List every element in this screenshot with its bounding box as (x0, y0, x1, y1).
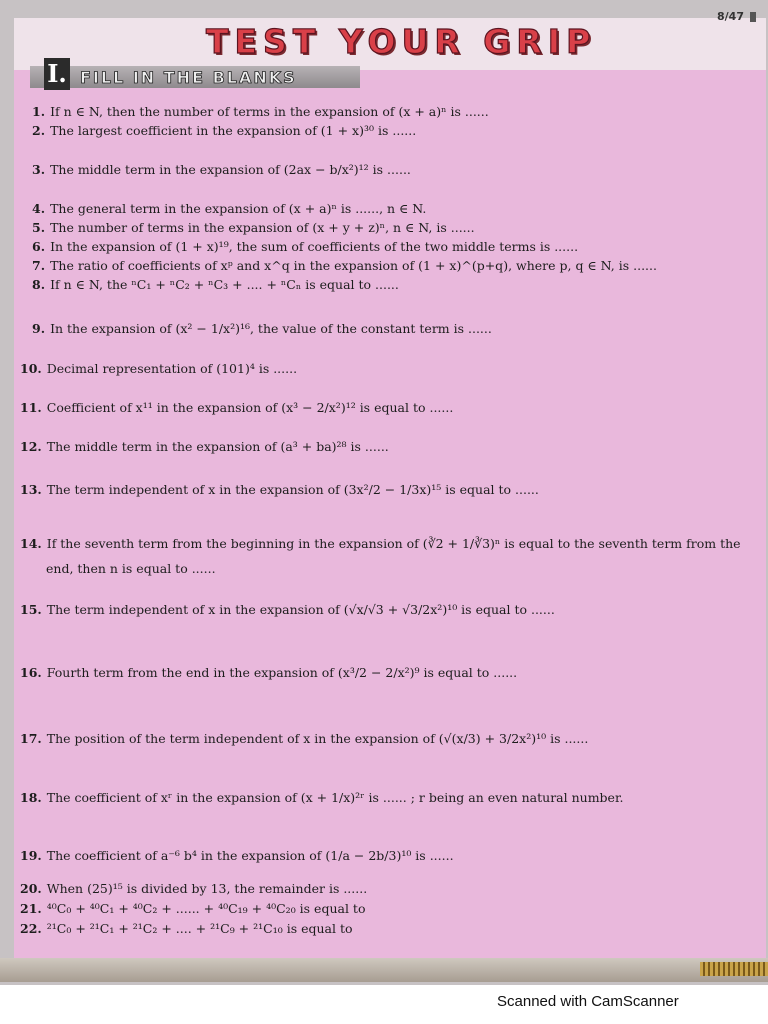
page-number: 8/47 (717, 10, 744, 23)
question-7: 7. The ratio of coefficients of xᵖ and x^q in the expansion of (1 + x)^(p+q), where p, q ∈ N, is ...... (32, 258, 657, 273)
question-3: 3. The middle term in the expansion of (2ax − b/x²)¹² is ...... (32, 162, 411, 177)
section-numeral: I. (44, 58, 70, 90)
scanner-credit: Scanned with CamScanner (497, 993, 679, 1010)
question-14-continued: end, then n is equal to ...... (46, 561, 216, 576)
page-title: TEST YOUR GRIP (206, 22, 597, 61)
question-15: 15. The term independent of x in the expansion of (√x/√3 + √3/2x²)¹⁰ is equal to ...... (20, 602, 555, 617)
book-page (14, 10, 766, 980)
question-19: 19. The coefficient of a⁻⁶ b⁴ in the expansion of (1/a − 2b/3)¹⁰ is ...... (20, 848, 454, 863)
question-21: 21. ⁴⁰C₀ + ⁴⁰C₁ + ⁴⁰C₂ + ...... + ⁴⁰C₁₉ + ⁴⁰C₂₀ is equal to (20, 901, 366, 916)
book-edge (0, 958, 768, 982)
question-8: 8. If n ∈ N, the ⁿC₁ + ⁿC₂ + ⁿC₃ + .... + ⁿCₙ is equal to ...... (32, 277, 399, 292)
question-5: 5. The number of terms in the expansion of (x + y + z)ⁿ, n ∈ N, is ...... (32, 220, 475, 235)
question-18: 18. The coefficient of xʳ in the expansion of (x + 1/x)²ʳ is ...... ; r being an even natural number. (20, 790, 624, 805)
question-13: 13. The term independent of x in the expansion of (3x²/2 − 1/3x)¹⁵ is equal to ...... (20, 482, 539, 497)
question-9: 9. In the expansion of (x² − 1/x²)¹⁶, the value of the constant term is ...... (32, 321, 492, 336)
question-22: 22. ²¹C₀ + ²¹C₁ + ²¹C₂ + .... + ²¹C₉ + ²¹C₁₀ is equal to (20, 921, 353, 936)
question-6: 6. In the expansion of (1 + x)¹⁹, the sum of coefficients of the two middle terms is ...... (32, 239, 579, 254)
page-number-bar (750, 12, 756, 22)
question-2: 2. The largest coefficient in the expansion of (1 + x)³⁰ is ...... (32, 123, 417, 138)
question-11: 11. Coefficient of x¹¹ in the expansion of (x³ − 2/x²)¹² is equal to ...... (20, 400, 454, 415)
book-edge-strip (700, 962, 768, 976)
question-17: 17. The position of the term independent of x in the expansion of (√(x/3) + 3/2x²)¹⁰ is ...... (20, 731, 589, 746)
question-1: 1. If n ∈ N, then the number of terms in the expansion of (x + a)ⁿ is ...... (32, 104, 489, 119)
question-20: 20. When (25)¹⁵ is divided by 13, the remainder is ...... (20, 881, 368, 896)
question-12: 12. The middle term in the expansion of (a³ + ba)²⁸ is ...... (20, 439, 389, 454)
question-4: 4. The general term in the expansion of (x + a)ⁿ is ......, n ∈ N. (32, 201, 427, 216)
question-16: 16. Fourth term from the end in the expansion of (x³/2 − 2/x²)⁹ is equal to ...... (20, 665, 518, 680)
question-14: 14. If the seventh term from the beginning in the expansion of (∛2 + 1/∛3)ⁿ is equal to the seventh term from the (20, 536, 741, 551)
section-label: FILL IN THE BLANKS (80, 68, 297, 87)
question-10: 10. Decimal representation of (101)⁴ is ...... (20, 361, 298, 376)
